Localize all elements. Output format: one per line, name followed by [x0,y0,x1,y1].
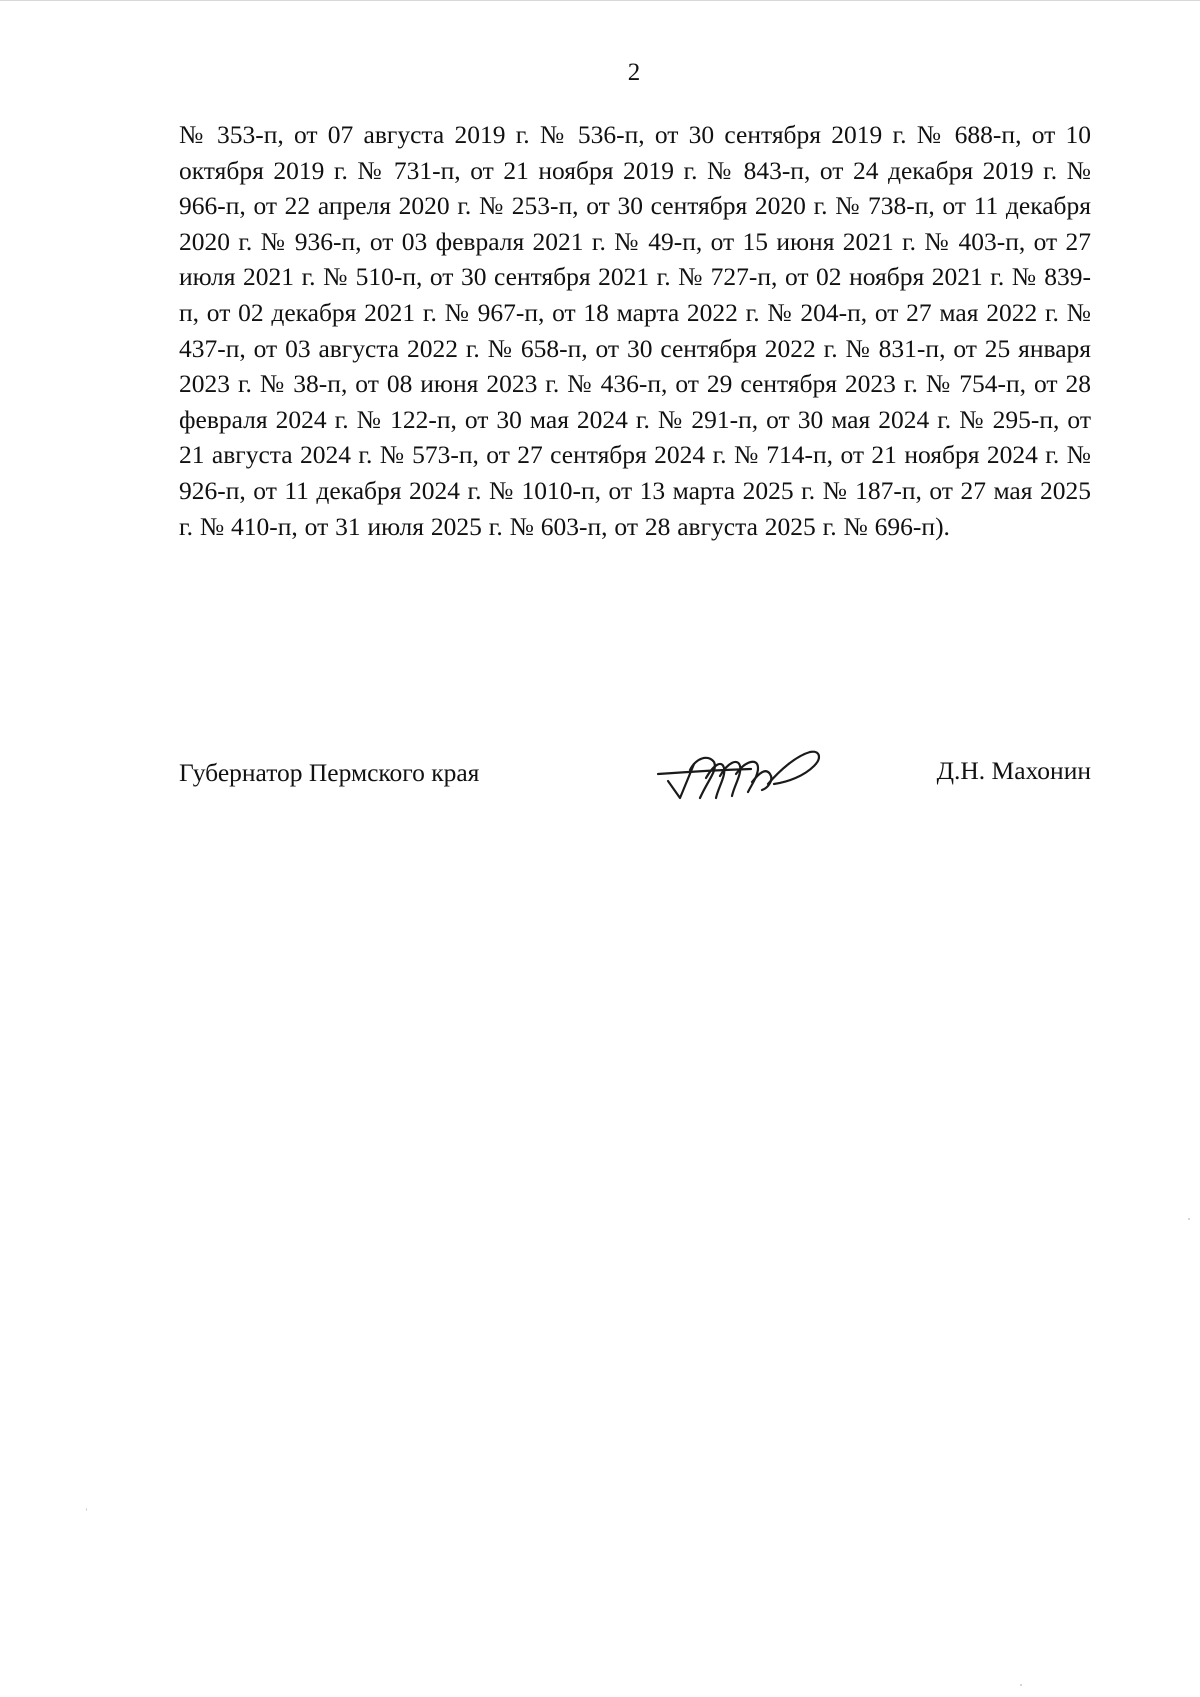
handwritten-signature-icon [656,740,826,804]
scan-speck [1020,1684,1022,1686]
signature-block [179,750,1091,810]
signer-name: Д.Н. Махонин [936,756,1091,785]
signer-title: Губернатор Пермского края [179,758,480,787]
scan-speck [1188,1218,1190,1220]
resolution-list-paragraph: № 353-п, от 07 августа 2019 г. № 536-п, от 30 сентября 2019 г. № 688-п, от 10 октября 2019 г. № 731-п, от 21 ноября 2019 г. № 843-п, от 24 декабря 2019 г. № 966-п, от 22 апреля 2020 г. № 253-п, от 30 сентября 2020 г. № 738-п, от 11 декабря 2020 г. № 936-п, от 03 февраля 2021 г. № 49-п, от 15 июня 2021 г. № 403-п, от 27 июля 2021 г. № 510-п, от 30 сентября 2021 г. № 727-п, от 02 ноября 2021 г. № 839-п, от 02 декабря 2021 г. № 967-п, от 18 марта 2022 г. № 204-п, от 27 мая 2022 г. № 437-п, от 03 августа 2022 г. № 658-п, от 30 сентября 2022 г. № 831-п, от 25 января 2023 г. № 38-п, от 08 июня 2023 г. № 436-п, от 29 сентября 2023 г. № 754-п, от 28 февраля 2024 г. № 122-п, от 30 мая 2024 г. № 291-п, от 30 мая 2024 г. № 295-п, от 21 августа 2024 г. № 573-п, от 27 сентября 2024 г. № 714-п, от 21 ноября 2024 г. № 926-п, от 11 декабря 2024 г. № 1010-п, от 13 марта 2025 г. № 187-п, от 27 мая 2025 г. № 410-п, от 31 июля 2025 г. № 603-п, от 28 августа 2025 г. № 696-п). [179,120,1091,541]
scan-edge [0,0,1200,1]
page-number: 2 [627,59,641,86]
scan-speck [86,1508,87,1511]
